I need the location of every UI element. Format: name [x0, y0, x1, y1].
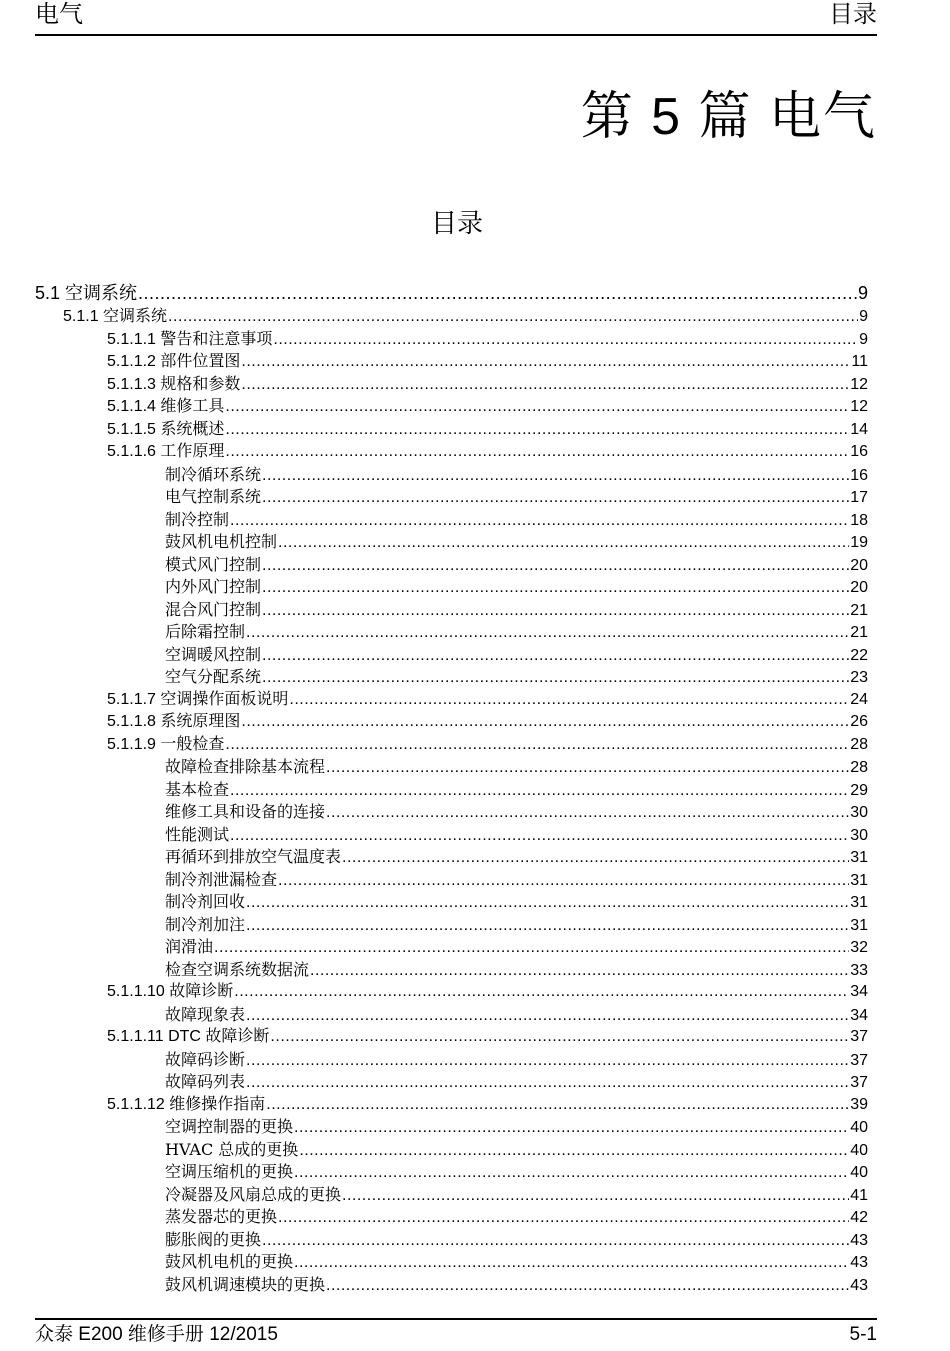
toc-entry-title: 空气分配系统	[165, 667, 262, 686]
toc-entry[interactable]	[35, 1274, 868, 1297]
toc-entry-title: 制冷循环系统	[165, 464, 262, 484]
toc-entry[interactable]	[35, 666, 868, 689]
header-chapter-name: 目录	[829, 1, 877, 28]
toc-dot-leader	[225, 734, 849, 757]
toc-entry[interactable]	[35, 734, 868, 757]
footer-manual-title: 众泰 E200 维修手册 12/2015	[35, 1324, 278, 1345]
toc-entry-title: 性能测试	[165, 824, 230, 844]
toc-entry-title: 5.1.1.2 部件位置图	[107, 353, 241, 370]
toc-entry-title: 故障检查排除基本流程	[165, 757, 326, 776]
toc-entry-page: 31	[850, 894, 868, 911]
toc-entry-page: 30	[850, 826, 868, 844]
toc-entry-page: 11	[851, 353, 868, 370]
toc-dot-leader	[246, 892, 849, 915]
toc-entry[interactable]	[35, 621, 868, 644]
toc-entry-title: 5.1.1.12 维修操作指南	[107, 1095, 266, 1113]
toc-entry-title: 制冷剂加注	[165, 914, 246, 934]
header-section-name: 电气	[35, 1, 83, 28]
toc-dot-leader	[230, 780, 849, 803]
toc-entry-title: 故障现象表	[165, 1004, 246, 1024]
toc-entry-title: 基本检查	[165, 779, 230, 799]
toc-entry[interactable]	[35, 419, 868, 442]
toc-entry-page: 34	[850, 1006, 868, 1024]
toc-entry[interactable]	[35, 779, 868, 802]
toc-entry[interactable]	[35, 531, 868, 554]
toc-entry-page: 41	[850, 1186, 868, 1204]
toc-entry[interactable]	[35, 1161, 868, 1184]
toc-entry[interactable]	[35, 554, 868, 577]
toc-dot-leader	[241, 374, 849, 397]
toc-entry-page: 31	[850, 916, 868, 934]
toc-entry-title: 再循环到排放空气温度表	[165, 847, 342, 866]
toc-entry-page: 21	[850, 624, 868, 641]
toc-entry[interactable]	[35, 824, 868, 847]
toc-entry-title: 故障码列表	[165, 1072, 246, 1091]
page-footer	[35, 1318, 877, 1350]
toc-entry-title: 鼓风机调速模块的更换	[165, 1274, 326, 1294]
toc-entry[interactable]	[35, 1206, 868, 1229]
toc-entry-page: 28	[850, 735, 868, 753]
toc-entry-page: 33	[850, 961, 868, 979]
toc-entry[interactable]	[35, 1251, 868, 1274]
toc-entry-title: 后除霜控制	[165, 622, 246, 641]
toc-entry-title: 润滑油	[165, 937, 214, 956]
toc-dot-leader	[262, 487, 849, 510]
toc-entry-page: 40	[850, 1164, 868, 1181]
toc-dot-leader	[294, 1117, 849, 1140]
toc-entry-page: 39	[850, 1095, 868, 1113]
toc-entry-title: 5.1.1.11 DTC 故障诊断	[107, 1028, 270, 1045]
toc-entry-title: 冷凝器及风扇总成的更换	[165, 1184, 342, 1204]
toc-entry-page: 26	[850, 713, 868, 730]
toc-dot-leader	[270, 1026, 849, 1049]
toc-entry-page: 21	[850, 601, 868, 619]
toc-entry-page: 29	[850, 781, 868, 799]
toc-entry-title: 内外风门控制	[165, 577, 262, 596]
toc-entry[interactable]	[35, 959, 868, 982]
toc-entry[interactable]	[35, 281, 868, 306]
page-header	[35, 0, 877, 36]
toc-entry[interactable]	[35, 1094, 868, 1117]
toc-entry-title: 5.1.1 空调系统	[63, 308, 168, 325]
toc-entry-page: 42	[850, 1209, 868, 1226]
toc-entry-title: 5.1.1.8 系统原理图	[107, 713, 241, 730]
toc-entry[interactable]	[35, 1184, 868, 1207]
toc-entry-page: 37	[850, 1051, 868, 1069]
toc-entry-page: 40	[850, 1141, 868, 1159]
toc-entry[interactable]	[35, 1116, 868, 1139]
toc-entry-page: 30	[850, 804, 868, 821]
toc-entry[interactable]	[35, 306, 868, 329]
toc-entry-page: 20	[850, 579, 868, 596]
toc-entry-title: 5.1.1.6 工作原理	[107, 443, 225, 460]
toc-dot-leader	[246, 1050, 849, 1073]
toc-entry-page: 34	[850, 983, 868, 1000]
toc-dot-leader	[310, 960, 849, 983]
toc-dot-leader	[225, 419, 849, 442]
toc-entry-page: 9	[859, 308, 868, 325]
toc-entry-page: 43	[850, 1231, 868, 1249]
toc-entry-title: 鼓风机电机控制	[165, 532, 278, 551]
toc-entry-title: 蒸发器芯的更换	[165, 1207, 278, 1226]
toc-entry-title: 5.1.1.5 系统概述	[107, 420, 225, 438]
toc-entry-title: 空调暖风控制	[165, 644, 262, 664]
toc-entry[interactable]	[35, 351, 868, 374]
toc-entry[interactable]	[35, 1071, 868, 1094]
toc-entry-title: 模式风门控制	[165, 554, 262, 574]
toc-entry-page: 18	[850, 511, 868, 529]
toc-entry-title: 电气控制系统	[165, 487, 262, 506]
toc-entry-page: 22	[850, 646, 868, 664]
toc-entry[interactable]	[35, 486, 868, 509]
toc-entry[interactable]	[35, 576, 868, 599]
toc-entry[interactable]	[35, 1004, 868, 1027]
part-title: 第 5 篇 电气	[580, 88, 877, 146]
toc-entry-title: 膨胀阀的更换	[165, 1229, 262, 1249]
toc-entry-title: 空调控制器的更换	[165, 1117, 294, 1136]
toc-entry-page: 31	[850, 871, 868, 889]
toc-entry[interactable]	[35, 374, 868, 397]
toc-entry[interactable]	[35, 711, 868, 734]
toc-entry[interactable]	[35, 441, 868, 464]
toc-entry-page: 9	[857, 283, 868, 303]
toc-entry-page: 17	[850, 489, 868, 506]
toc-dot-leader	[294, 1162, 849, 1185]
toc-entry-page: 37	[850, 1028, 868, 1045]
toc-dot-leader	[262, 465, 849, 488]
toc-dot-leader	[138, 281, 857, 306]
table-of-contents	[35, 281, 868, 1296]
toc-entry[interactable]	[35, 599, 868, 622]
toc-entry-page: 43	[850, 1254, 868, 1271]
toc-dot-leader	[262, 1230, 849, 1253]
toc-entry-page: 12	[850, 398, 868, 415]
toc-entry[interactable]	[35, 396, 868, 419]
toc-entry[interactable]	[35, 846, 868, 869]
toc-entry[interactable]	[35, 464, 868, 487]
toc-dot-leader	[278, 1207, 849, 1230]
toc-entry[interactable]	[35, 329, 868, 352]
toc-dot-leader	[299, 1140, 849, 1163]
toc-entry-page: 31	[850, 849, 868, 866]
toc-entry-page: 19	[850, 534, 868, 551]
toc-entry-page: 12	[850, 375, 868, 393]
toc-entry-title: 鼓风机电机的更换	[165, 1252, 294, 1271]
toc-heading: 目录	[430, 208, 483, 238]
toc-entry-title: 空调压缩机的更换	[165, 1162, 294, 1181]
toc-entry[interactable]	[35, 1026, 868, 1049]
toc-dot-leader	[262, 577, 849, 600]
toc-dot-leader	[246, 1005, 849, 1028]
toc-dot-leader	[225, 396, 849, 419]
toc-entry-title: 检查空调系统数据流	[165, 959, 310, 979]
toc-entry[interactable]	[35, 981, 868, 1004]
toc-dot-leader	[246, 915, 849, 938]
toc-entry-title: 制冷控制	[165, 509, 230, 529]
toc-entry-page: 23	[850, 669, 868, 686]
toc-dot-leader	[326, 802, 849, 825]
toc-entry-page: 9	[859, 330, 868, 348]
toc-entry[interactable]	[35, 801, 868, 824]
toc-dot-leader	[294, 1252, 849, 1275]
toc-dot-leader	[241, 351, 850, 374]
toc-dot-leader	[266, 1094, 849, 1117]
toc-entry-title: 5.1.1.9 一般检查	[107, 735, 225, 753]
toc-dot-leader	[230, 510, 849, 533]
toc-entry[interactable]	[35, 509, 868, 532]
toc-entry[interactable]	[35, 869, 868, 892]
toc-entry-title: 5.1.1.7 空调操作面板说明	[107, 690, 289, 708]
toc-dot-leader	[326, 1275, 849, 1298]
toc-entry-page: 43	[850, 1276, 868, 1294]
toc-dot-leader	[230, 825, 849, 848]
toc-entry[interactable]	[35, 891, 868, 914]
toc-entry-title: 5.1.1.10 故障诊断	[107, 983, 234, 1000]
toc-dot-leader	[342, 847, 849, 870]
toc-entry-title: 维修工具和设备的连接	[165, 802, 326, 821]
toc-entry-page: 37	[850, 1074, 868, 1091]
toc-dot-leader	[246, 1072, 849, 1095]
toc-dot-leader	[326, 757, 849, 780]
toc-entry[interactable]	[35, 756, 868, 779]
toc-entry-title: 混合风门控制	[165, 599, 262, 619]
toc-entry-page: 16	[850, 443, 868, 460]
toc-dot-leader	[262, 667, 849, 690]
toc-entry-title: 故障码诊断	[165, 1049, 246, 1069]
toc-entry[interactable]	[35, 936, 868, 959]
toc-dot-leader	[234, 981, 849, 1004]
toc-entry-title: 5.1.1.3 规格和参数	[107, 375, 241, 393]
toc-entry[interactable]	[35, 689, 868, 712]
toc-entry[interactable]	[35, 914, 868, 937]
toc-entry-title: 5.1.1.4 维修工具	[107, 398, 225, 415]
toc-entry[interactable]	[35, 1049, 868, 1072]
toc-dot-leader	[278, 532, 849, 555]
toc-entry-page: 28	[850, 759, 868, 776]
toc-entry-title: 制冷剂回收	[165, 892, 246, 911]
footer-page-number: 5-1	[849, 1324, 877, 1345]
toc-entry-title: 5.1.1.1 警告和注意事项	[107, 330, 273, 348]
toc-entry-page: 14	[850, 420, 868, 438]
toc-dot-leader	[246, 622, 849, 645]
toc-dot-leader	[342, 1185, 849, 1208]
toc-dot-leader	[262, 645, 849, 668]
toc-dot-leader	[225, 441, 849, 464]
toc-entry-title: 5.1 空调系统	[35, 283, 138, 303]
toc-dot-leader	[262, 555, 849, 578]
toc-dot-leader	[262, 600, 849, 623]
toc-entry-page: 16	[850, 466, 868, 484]
toc-dot-leader	[273, 329, 858, 352]
toc-entry[interactable]	[35, 644, 868, 667]
toc-entry[interactable]	[35, 1229, 868, 1252]
toc-dot-leader	[241, 711, 849, 734]
toc-entry-title: 制冷剂泄漏检查	[165, 869, 278, 889]
toc-dot-leader	[278, 870, 849, 893]
toc-entry-page: 40	[850, 1119, 868, 1136]
toc-dot-leader	[214, 937, 849, 960]
toc-entry-title: HVAC 总成的更换	[165, 1139, 299, 1159]
toc-entry-page: 24	[850, 690, 868, 708]
toc-dot-leader	[289, 689, 849, 712]
toc-dot-leader	[168, 306, 858, 329]
toc-entry-page: 32	[850, 939, 868, 956]
toc-entry-page: 20	[850, 556, 868, 574]
toc-entry[interactable]	[35, 1139, 868, 1162]
